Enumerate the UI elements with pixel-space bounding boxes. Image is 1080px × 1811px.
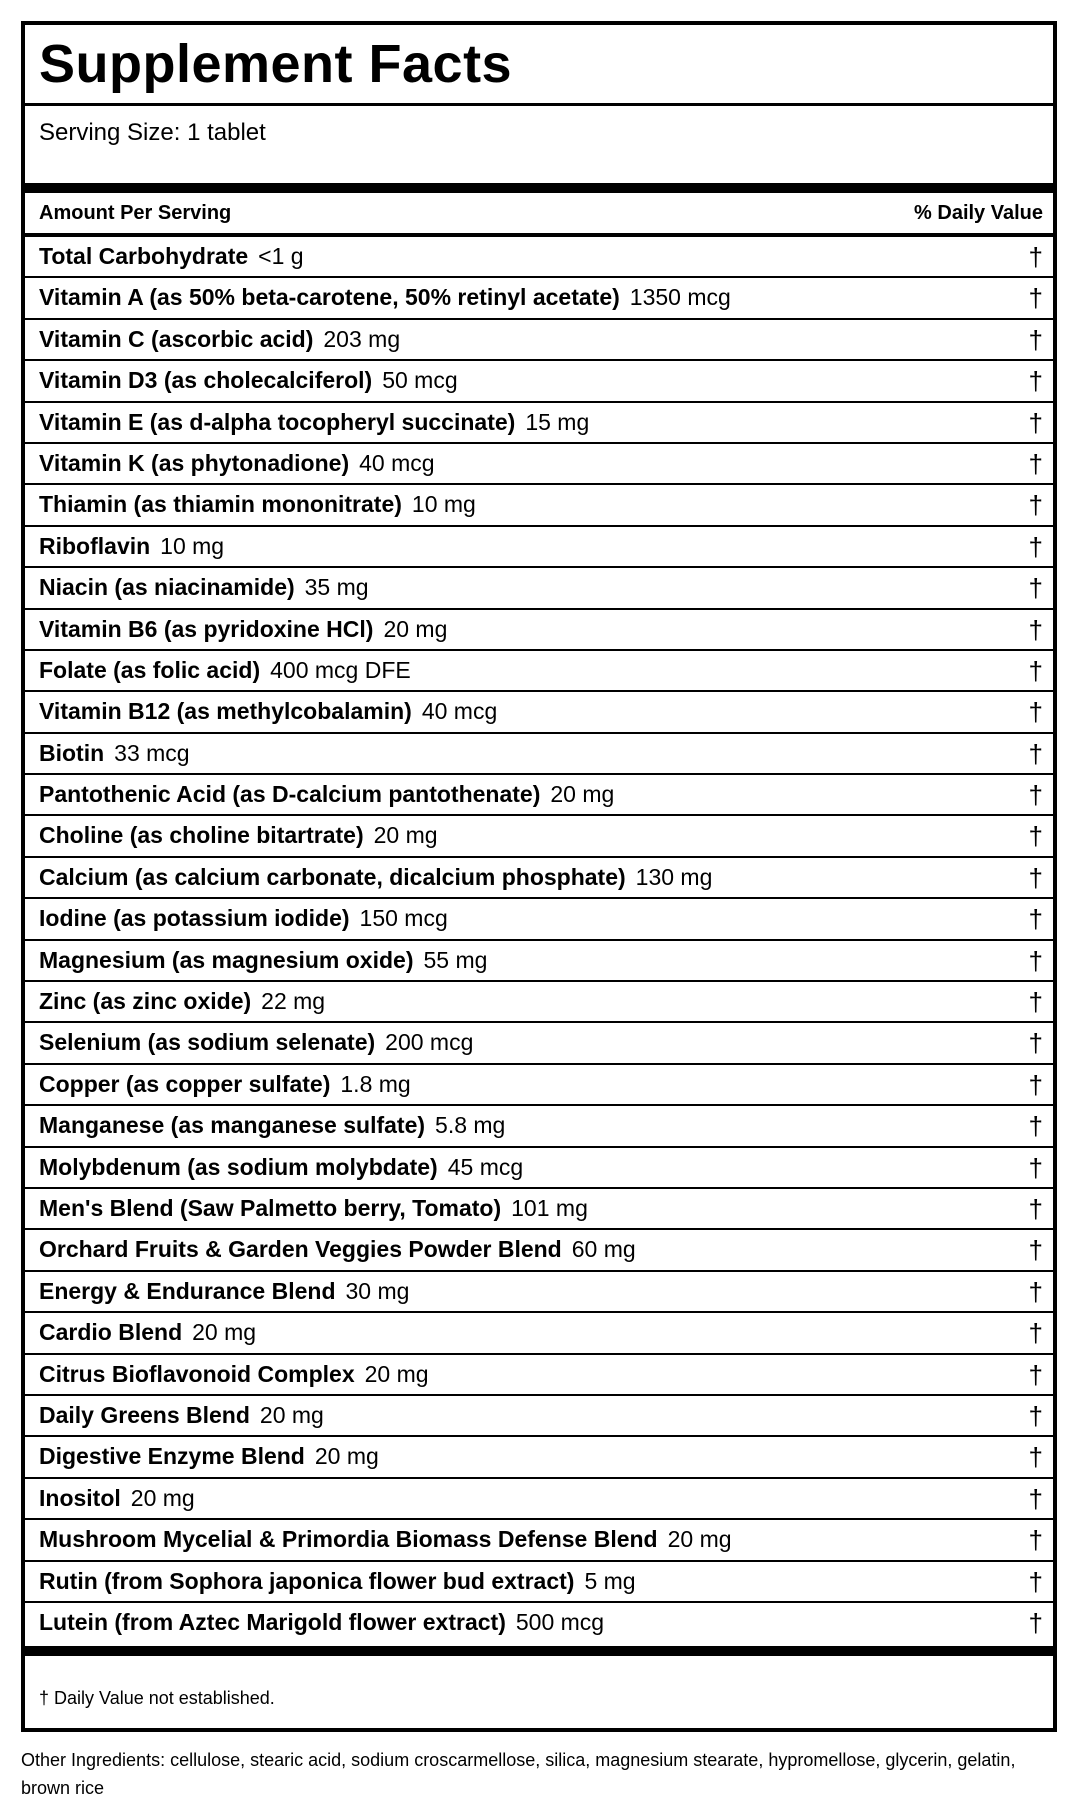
daily-value-dagger: † — [1028, 1566, 1043, 1597]
nutrient-name — [39, 1272, 409, 1311]
nutrient-name — [39, 1065, 411, 1104]
supplement-facts-panel — [21, 21, 1057, 1732]
nutrient-name-text: Lutein (from Aztec Marigold flower extract) — [39, 1608, 506, 1635]
nutrient-amount: 15 mg — [525, 408, 590, 435]
nutrient-name-text: Vitamin A (as 50% beta-carotene, 50% retinyl acetate) — [39, 284, 620, 311]
nutrient-amount: 20 mg — [259, 1401, 324, 1428]
nutrient-name-text: Rutin (from Sophora japonica flower bud extract) — [39, 1567, 575, 1594]
nutrient-row — [25, 1396, 1053, 1437]
daily-value-dagger: † — [1028, 614, 1043, 645]
daily-value-dagger: † — [1028, 490, 1043, 521]
nutrient-name — [39, 1106, 505, 1145]
nutrient-amount: 20 mg — [192, 1319, 257, 1346]
nutrient-rows — [25, 237, 1053, 1642]
daily-value-dagger: † — [1028, 1193, 1043, 1224]
amount-per-serving-header: Amount Per Serving — [39, 202, 232, 224]
daily-value-dagger: † — [1028, 283, 1043, 314]
nutrient-row — [25, 1189, 1053, 1230]
nutrient-name — [39, 1230, 636, 1269]
nutrient-name-text: Vitamin B6 (as pyridoxine HCl) — [39, 615, 374, 642]
nutrient-row — [25, 1313, 1053, 1354]
nutrient-amount: 20 mg — [130, 1484, 195, 1511]
nutrient-name-text: Selenium (as sodium selenate) — [39, 1029, 376, 1056]
nutrient-name — [39, 1520, 732, 1559]
daily-value-dagger: † — [1028, 1028, 1043, 1059]
nutrient-row — [25, 1479, 1053, 1520]
nutrient-name-text: Biotin — [39, 739, 105, 766]
nutrient-amount: 5 mg — [584, 1567, 636, 1594]
daily-value-dagger: † — [1028, 324, 1043, 355]
daily-value-dagger: † — [1028, 655, 1043, 686]
nutrient-amount: 130 mg — [635, 863, 713, 890]
nutrient-name — [39, 568, 369, 607]
nutrient-name-text: Inositol — [39, 1484, 121, 1511]
nutrient-name — [39, 941, 487, 980]
daily-value-dagger: † — [1028, 366, 1043, 397]
nutrient-amount: 60 mg — [571, 1236, 636, 1263]
nutrient-row — [25, 692, 1053, 733]
nutrient-name-text: Magnesium (as magnesium oxide) — [39, 946, 414, 973]
nutrient-row — [25, 1023, 1053, 1064]
nutrient-row — [25, 320, 1053, 361]
nutrient-name — [39, 610, 447, 649]
daily-value-dagger: † — [1028, 821, 1043, 852]
nutrient-amount: 10 mg — [160, 532, 225, 559]
nutrient-name-text: Manganese (as manganese sulfate) — [39, 1112, 426, 1139]
nutrient-name — [39, 1189, 588, 1228]
nutrient-row — [25, 1065, 1053, 1106]
daily-value-dagger: † — [1028, 573, 1043, 604]
nutrient-name — [39, 1313, 256, 1352]
nutrient-name-text: Cardio Blend — [39, 1319, 183, 1346]
daily-value-dagger: † — [1028, 904, 1043, 935]
nutrient-row — [25, 1355, 1053, 1396]
nutrient-amount: 20 mg — [667, 1526, 732, 1553]
column-header — [25, 193, 1053, 233]
nutrient-amount: 101 mg — [511, 1194, 588, 1221]
nutrient-row — [25, 361, 1053, 402]
daily-value-dagger: † — [1028, 1276, 1043, 1307]
nutrient-amount: 20 mg — [383, 615, 448, 642]
nutrient-name-text: Vitamin D3 (as cholecalciferol) — [39, 367, 373, 394]
nutrient-name-text: Riboflavin — [39, 532, 151, 559]
daily-value-dagger: † — [1028, 987, 1043, 1018]
nutrient-name-text: Vitamin K (as phytonadione) — [39, 449, 350, 476]
daily-value-dagger: † — [1028, 1318, 1043, 1349]
nutrient-row — [25, 1106, 1053, 1147]
nutrient-row — [25, 527, 1053, 568]
panel-title: Supplement Facts — [39, 34, 513, 94]
nutrient-amount: 35 mg — [304, 574, 369, 601]
nutrient-name-text: Vitamin C (ascorbic acid) — [39, 325, 314, 352]
daily-value-dagger: † — [1028, 697, 1043, 728]
nutrient-row — [25, 941, 1053, 982]
nutrient-name-text: Pantothenic Acid (as D-calcium pantothenate) — [39, 781, 541, 808]
nutrient-row — [25, 775, 1053, 816]
nutrient-name — [39, 1148, 523, 1187]
footer-divider — [25, 1646, 1053, 1656]
daily-value-dagger: † — [1028, 1235, 1043, 1266]
daily-value-dagger: † — [1028, 1111, 1043, 1142]
nutrient-row — [25, 403, 1053, 444]
nutrient-name — [39, 651, 411, 690]
daily-value-dagger: † — [1028, 1483, 1043, 1514]
daily-value-header: % Daily Value — [914, 202, 1043, 224]
nutrient-amount: 40 mcg — [421, 698, 498, 725]
nutrient-amount: 5.8 mg — [435, 1112, 506, 1139]
nutrient-name-text: Energy & Endurance Blend — [39, 1277, 336, 1304]
nutrient-amount: 50 mcg — [382, 367, 458, 394]
nutrient-amount: 55 mg — [423, 946, 488, 973]
nutrient-name — [39, 775, 614, 814]
nutrient-name-text: Choline (as choline bitartrate) — [39, 822, 364, 849]
nutrient-name-text: Orchard Fruits & Garden Veggies Powder Blend — [39, 1236, 562, 1263]
nutrient-amount: 150 mcg — [359, 905, 448, 932]
nutrient-name — [39, 816, 438, 855]
nutrient-name — [39, 320, 400, 359]
nutrient-name-text: Vitamin B12 (as methylcobalamin) — [39, 698, 412, 725]
daily-value-dagger: † — [1028, 738, 1043, 769]
nutrient-row — [25, 858, 1053, 899]
nutrient-name — [39, 1437, 379, 1476]
nutrient-amount: 33 mcg — [114, 739, 190, 766]
nutrient-row — [25, 651, 1053, 692]
nutrient-amount: 45 mcg — [447, 1153, 524, 1180]
daily-value-dagger: † — [1028, 862, 1043, 893]
nutrient-row — [25, 610, 1053, 651]
nutrient-name-text: Vitamin E (as d-alpha tocopheryl succinate) — [39, 408, 516, 435]
nutrient-amount: 200 mcg — [385, 1029, 474, 1056]
nutrient-amount: 10 mg — [411, 491, 476, 518]
nutrient-name — [39, 444, 435, 483]
nutrient-row — [25, 1520, 1053, 1561]
daily-value-dagger: † — [1028, 1400, 1043, 1431]
nutrient-name — [39, 237, 304, 276]
nutrient-name — [39, 485, 476, 524]
nutrient-row — [25, 1437, 1053, 1478]
daily-value-dagger: † — [1028, 1152, 1043, 1183]
nutrient-name — [39, 527, 224, 566]
nutrient-name-text: Zinc (as zinc oxide) — [39, 988, 252, 1015]
nutrient-name-text: Thiamin (as thiamin mononitrate) — [39, 491, 402, 518]
nutrient-row — [25, 734, 1053, 775]
nutrient-name — [39, 1603, 604, 1642]
footnote: † Daily Value not established. — [39, 1688, 275, 1708]
daily-value-dagger: † — [1028, 1525, 1043, 1556]
nutrient-name-text: Niacin (as niacinamide) — [39, 574, 295, 601]
daily-value-dagger: † — [1028, 1607, 1043, 1638]
nutrient-row — [25, 1562, 1053, 1603]
nutrient-name — [39, 1355, 429, 1394]
nutrient-name — [39, 899, 448, 938]
nutrient-amount: 203 mg — [323, 325, 401, 352]
nutrient-name-text: Calcium (as calcium carbonate, dicalcium phosphate) — [39, 863, 626, 890]
nutrient-name — [39, 278, 731, 317]
other-ingredients: Other Ingredients: cellulose, stearic acid, sodium croscarmellose, silica, magnesium stearate, hypromellose, glycerin, gelatin, brown rice — [21, 1750, 1016, 1798]
nutrient-name — [39, 692, 497, 731]
nutrient-row — [25, 444, 1053, 485]
daily-value-dagger: † — [1028, 780, 1043, 811]
nutrient-amount: 20 mg — [373, 822, 438, 849]
nutrient-amount: 20 mg — [314, 1443, 379, 1470]
daily-value-dagger: † — [1028, 945, 1043, 976]
nutrient-amount: 500 mcg — [515, 1608, 605, 1635]
nutrient-row — [25, 568, 1053, 609]
daily-value-dagger: † — [1028, 242, 1043, 272]
nutrient-name-text: Digestive Enzyme Blend — [39, 1443, 305, 1470]
nutrient-row — [25, 1148, 1053, 1189]
nutrient-name-text: Citrus Bioflavonoid Complex — [39, 1360, 355, 1387]
nutrient-name-text: Iodine (as potassium iodide) — [39, 905, 350, 932]
nutrient-row — [25, 1603, 1053, 1642]
nutrient-name — [39, 1396, 324, 1435]
nutrient-amount: 22 mg — [261, 988, 326, 1015]
nutrient-row — [25, 485, 1053, 526]
nutrient-name — [39, 361, 458, 400]
nutrient-row — [25, 237, 1053, 278]
nutrient-name-text: Total Carbohydrate — [39, 243, 249, 269]
daily-value-dagger: † — [1028, 1442, 1043, 1473]
nutrient-name — [39, 1562, 636, 1601]
daily-value-dagger: † — [1028, 448, 1043, 479]
serving-divider — [25, 183, 1053, 193]
daily-value-dagger: † — [1028, 1359, 1043, 1390]
nutrient-row — [25, 278, 1053, 319]
nutrient-row — [25, 816, 1053, 857]
daily-value-dagger: † — [1028, 531, 1043, 562]
nutrient-name — [39, 858, 712, 897]
nutrient-name-text: Folate (as folic acid) — [39, 656, 261, 683]
nutrient-name-text: Molybdenum (as sodium molybdate) — [39, 1153, 438, 1180]
nutrient-name-text: Copper (as copper sulfate) — [39, 1070, 331, 1097]
nutrient-name — [39, 982, 325, 1021]
nutrient-row — [25, 1230, 1053, 1271]
nutrient-name — [39, 403, 589, 442]
nutrient-amount: 30 mg — [345, 1277, 410, 1304]
nutrient-row — [25, 899, 1053, 940]
nutrient-name — [39, 734, 190, 773]
nutrient-name — [39, 1023, 473, 1062]
nutrient-amount: 20 mg — [550, 781, 615, 808]
daily-value-dagger: † — [1028, 1069, 1043, 1100]
serving-size: Serving Size: 1 tablet — [39, 119, 266, 146]
nutrient-amount: <1 g — [258, 243, 304, 269]
nutrient-amount: 40 mcg — [359, 449, 435, 476]
nutrient-name-text: Daily Greens Blend — [39, 1401, 250, 1428]
nutrient-name-text: Men's Blend (Saw Palmetto berry, Tomato) — [39, 1194, 502, 1221]
nutrient-amount: 400 mcg DFE — [270, 656, 411, 683]
nutrient-row — [25, 982, 1053, 1023]
nutrient-amount: 1.8 mg — [340, 1070, 411, 1097]
title-divider — [25, 103, 1053, 106]
nutrient-name-text: Mushroom Mycelial & Primordia Biomass Defense Blend — [39, 1526, 658, 1553]
nutrient-amount: 1350 mcg — [629, 284, 731, 311]
nutrient-amount: 20 mg — [364, 1360, 429, 1387]
nutrient-row — [25, 1272, 1053, 1313]
nutrient-name — [39, 1479, 195, 1518]
daily-value-dagger: † — [1028, 407, 1043, 438]
